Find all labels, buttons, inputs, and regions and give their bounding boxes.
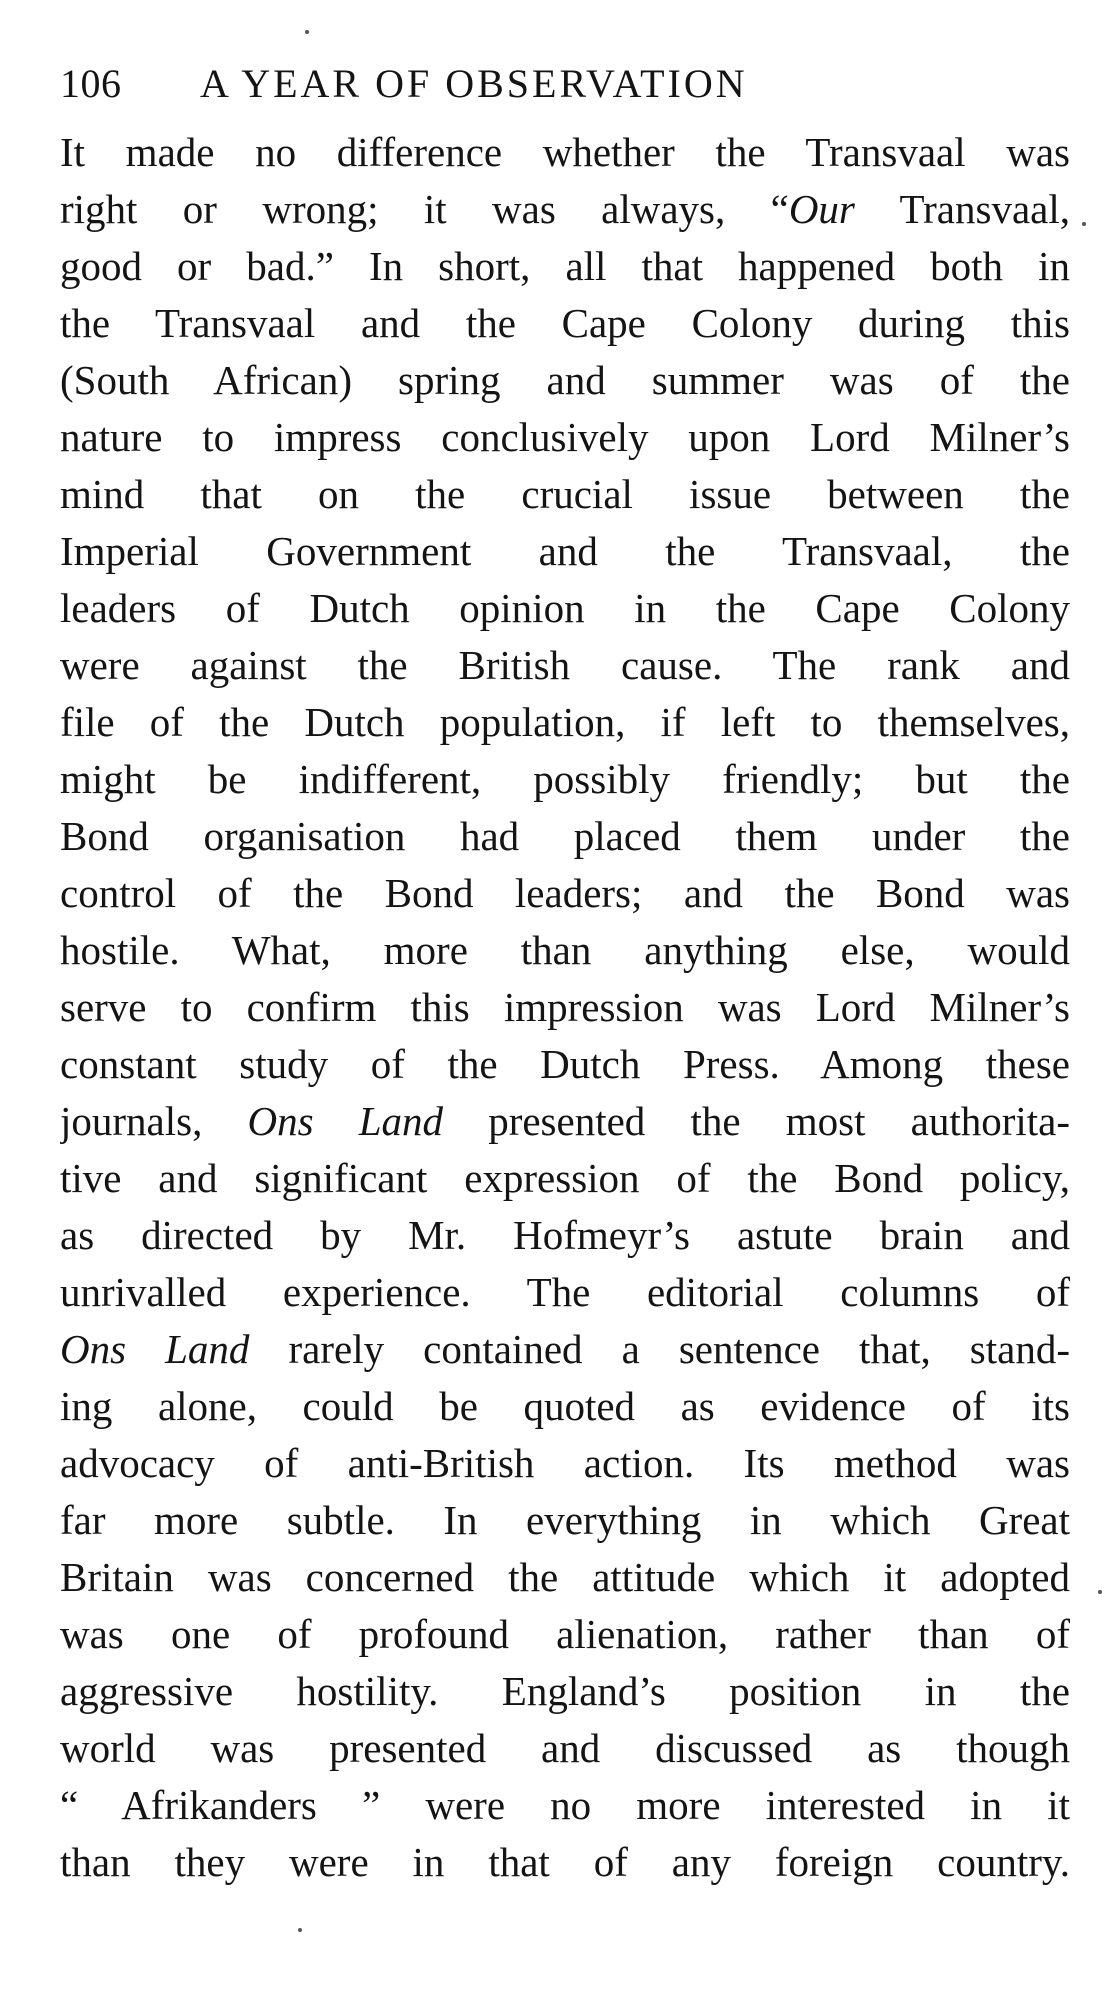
text-segment: file of the Dutch population, if left to themselves,: [60, 699, 1070, 745]
text-line: [60, 1834, 1070, 1891]
text-segment: might be indifferent, possibly friendly; but the: [60, 756, 1070, 802]
text-line: [60, 409, 1070, 466]
text-segment: unrivalled experience. The editorial columns of: [60, 1269, 1070, 1315]
text-line: [60, 1606, 1070, 1663]
text-line: [60, 523, 1070, 580]
text-line: [60, 1150, 1070, 1207]
text-segment: right or wrong; it was always, “: [60, 186, 789, 232]
text-line: [60, 1720, 1070, 1777]
text-line: [60, 1663, 1070, 1720]
scan-speck: [305, 30, 309, 34]
page-number: 106: [60, 61, 122, 106]
text-segment: Bond organisation had placed them under the: [60, 813, 1070, 859]
text-line: [60, 1777, 1070, 1834]
text-line: [60, 1264, 1070, 1321]
text-segment: than they were in that of any foreign country.: [60, 1839, 1070, 1885]
text-segment: Britain was concerned the attitude which it adopted: [60, 1554, 1070, 1600]
text-segment: “ Afrikanders ” were no more interested in it: [60, 1782, 1070, 1828]
text-segment: Imperial Government and the Transvaal, the: [60, 528, 1070, 574]
text-segment: constant study of the Dutch Press. Among these: [60, 1041, 1070, 1087]
text-line: [60, 808, 1070, 865]
text-segment: was one of profound alienation, rather than of: [60, 1611, 1070, 1657]
text-segment: rarely contained a sentence that, stand-: [249, 1326, 1070, 1372]
text-line: [60, 751, 1070, 808]
text-segment: world was presented and discussed as though: [60, 1725, 1070, 1771]
text-line: [60, 694, 1070, 751]
scan-speck: [1098, 1590, 1102, 1594]
text-line: [60, 1093, 1070, 1150]
text-line: [60, 865, 1070, 922]
text-segment: tive and significant expression of the Bond policy,: [60, 1155, 1070, 1201]
text-line: [60, 1492, 1070, 1549]
text-line: [60, 1207, 1070, 1264]
text-segment: journals,: [60, 1098, 248, 1144]
text-segment: leaders of Dutch opinion in the Cape Colony: [60, 585, 1070, 631]
italic-text: Our: [788, 186, 855, 232]
text-line: [60, 295, 1070, 352]
text-segment: aggressive hostility. England’s position in the: [60, 1668, 1070, 1714]
italic-text: Ons Land: [60, 1326, 250, 1372]
text-line: [60, 238, 1070, 295]
text-segment: (South African) spring and summer was of the: [60, 357, 1070, 403]
text-line: [60, 1435, 1070, 1492]
book-page: [60, 60, 1070, 1891]
text-segment: presented the most authorita-: [443, 1098, 1070, 1144]
text-line: [60, 124, 1070, 181]
text-line: [60, 979, 1070, 1036]
text-segment: control of the Bond leaders; and the Bond was: [60, 870, 1070, 916]
running-head: [60, 60, 1070, 124]
italic-text: Ons Land: [247, 1098, 444, 1144]
text-segment: ing alone, could be quoted as evidence of its: [60, 1383, 1070, 1429]
text-segment: nature to impress conclusively upon Lord Milner’s: [60, 414, 1070, 460]
text-segment: hostile. What, more than anything else, would: [60, 927, 1070, 973]
text-line: [60, 181, 1070, 238]
text-segment: Transvaal,: [854, 186, 1070, 232]
text-line: [60, 637, 1070, 694]
text-line: [60, 1036, 1070, 1093]
text-line: [60, 352, 1070, 409]
text-segment: It made no difference whether the Transvaal was: [60, 129, 1070, 175]
text-segment: serve to confirm this impression was Lord Milner’s: [60, 984, 1070, 1030]
text-segment: the Transvaal and the Cape Colony during this: [60, 300, 1070, 346]
text-line: [60, 1321, 1070, 1378]
text-segment: were against the British cause. The rank and: [60, 642, 1070, 688]
text-segment: mind that on the crucial issue between the: [60, 471, 1070, 517]
text-segment: as directed by Mr. Hofmeyr’s astute brain and: [60, 1212, 1070, 1258]
text-line: [60, 1549, 1070, 1606]
text-line: [60, 466, 1070, 523]
text-line: [60, 1378, 1070, 1435]
text-line: [60, 580, 1070, 637]
scan-speck: [298, 1928, 302, 1932]
body-text: [60, 124, 1070, 1891]
running-title: A YEAR OF OBSERVATION: [200, 61, 748, 106]
scan-speck: [1082, 222, 1086, 226]
text-segment: good or bad.” In short, all that happened both in: [60, 243, 1070, 289]
text-line: [60, 922, 1070, 979]
text-segment: advocacy of anti-British action. Its method was: [60, 1440, 1070, 1486]
text-segment: far more subtle. In everything in which Great: [60, 1497, 1070, 1543]
